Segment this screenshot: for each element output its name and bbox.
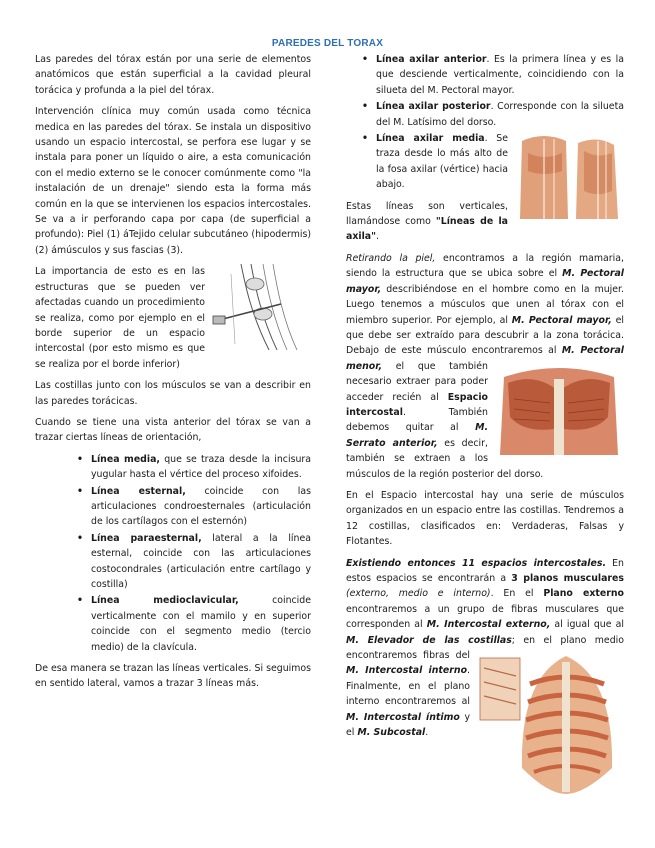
axillary-lines-list	[360, 52, 624, 193]
torso-lines-illustration	[514, 131, 624, 219]
paragraph-lateral-lines: De esa manera se trazan las líneas verticales. Si seguimos en sentido lateral, vamos a trazar 3 líneas más.	[35, 663, 311, 690]
list-item: • Línea esternal, coincide con las articulaciones condroesternales (articulación de los cartílagos con el esternón)	[75, 484, 311, 530]
left-column	[35, 52, 311, 698]
paragraph-muscle-planes: Existiendo entonces 11 espacios intercostales. En estos espacios se encontrarán a 3 planos musculares (externo, medio e interno). En el Plano externo encontraremos a un grupo de fibras musculares que corresponden al M. Intercostal externo, al igual que al M. Elevador de las costillas; en el plano medio encontraremos fibras del M. Intercostal interno. Finalmente, en el plano interno encontraremos al M. Intercostal íntimo y el M. Subcostal.	[346, 556, 624, 741]
chest-muscles-illustration	[494, 359, 624, 455]
right-column	[346, 52, 624, 798]
paragraph-ribs: Las costillas junto con los músculos se van a describir en las paredes torácicas.	[35, 380, 311, 407]
list-item: • Línea axilar posterior. Corresponde con la silueta del M. Latísimo del dorso.	[360, 99, 624, 130]
list-item: • Línea paraesternal, lateral a la línea esternal, coincide con las articulaciones costocondrales (articulación entre cartílago y costilla)	[75, 531, 311, 593]
drain-illustration	[211, 264, 311, 350]
ribcage-illustration	[474, 648, 624, 798]
paragraph-importance: La importancia de esto es en las estructuras que se pueden ver afectadas cuando un procedimiento se realiza, como por ejemplo en el borde superior de un espacio intercostal (por esto mismo es que se realiza por el borde inferior)	[35, 266, 205, 370]
list-item: • Línea medioclavicular, coincide verticalmente con el mamilo y en superior coincide con el segmento medio (tercio medio) de la clavícula.	[75, 593, 311, 655]
orientation-lines-list	[75, 452, 311, 655]
list-item: • Línea axilar anterior. Es la primera línea y es la que desciende verticalmente, coincidiendo con la silueta del M. Pectoral mayor.	[360, 52, 624, 98]
page-title: PAREDES DEL TORAX	[271, 38, 384, 49]
list-item: • Línea axilar media. Se traza desde lo más alto de la fosa axilar (vértice) hacia abajo.	[360, 131, 624, 193]
paragraph-axillary-lines: Estas líneas son verticales, llamándose como "Líneas de la axila".	[346, 200, 508, 243]
paragraph-orientation: Cuando se tiene una vista anterior del tórax se van a trazar ciertas líneas de orientación,	[35, 416, 311, 444]
list-item: • Línea media, que se traza desde la incisura yugular hasta el vértice del proceso xifoides.	[75, 452, 311, 483]
paragraph-intro: Las paredes del tórax están por una serie de elementos anatómicos que están superficial a la cavidad pleural torácica y profunda a la piel del tórax.	[35, 54, 311, 96]
paragraph-pectoral: Retirando la piel, encontramos a la región mamaria, siendo la estructura que se ubica sobre el M. Pectoral mayor, describiéndose en el hombre como en la mujer. Luego tenemos a músculos que unen al tórax con el miembro superior. Por ejemplo, al M. Pectoral mayor, el que debe ser extraído para descubrir a la zona torácica. Debajo de este músculo encontraremos al M. Pectoral menor, el que también necesario extraer para poder acceder recién al Espacio intercostal. También debemos quitar al M. Serrato anterior, es decir, también se extraen a los músculos de la región posterior del dorso.	[346, 252, 624, 480]
paragraph-intercostal-space: En el Espacio intercostal hay una serie de músculos organizados en un espacio entre las costillas. Tendremos a 12 costillas, clasificados en: Verdaderas, Falsas y Flotantes.	[346, 489, 624, 548]
paragraph-drain: Intervención clínica muy común usada como técnica medica en las paredes del tórax. Se instala un dispositivo usando un espacio intercostal, se perfora ese lugar y se instala para poner un líquido o aire, a esta comunicación con el medio externo se le conocer comúnmente como "la instalación de un drenaje" siendo esta la forma más común en la que se intervienen los espacios intercostales. Se va a ir perforando capa por capa (de superficial a profundo): Piel (1) áTejido celular subcutáneo (hipodermis) (2) ámúsculos y sus fascias (3).	[35, 106, 311, 256]
